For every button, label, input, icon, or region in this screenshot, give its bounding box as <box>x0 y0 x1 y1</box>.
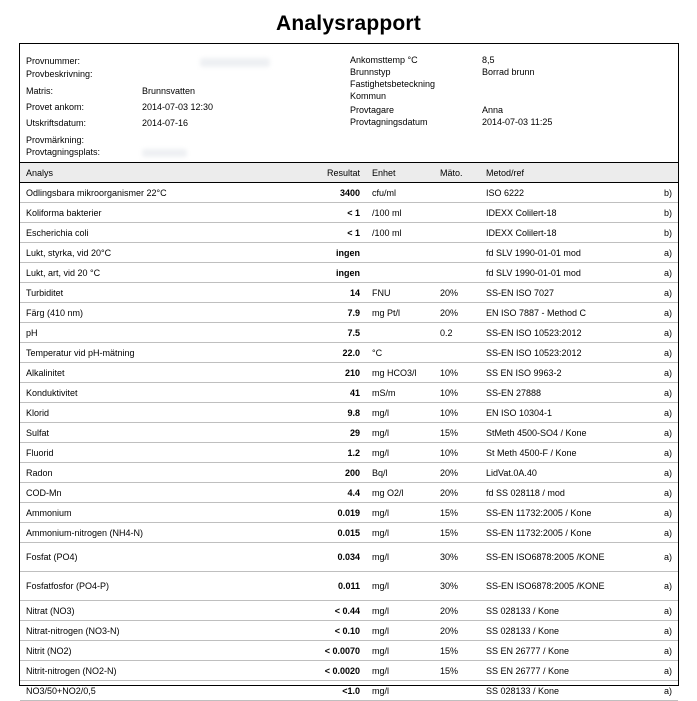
cell-metod: SS-EN 11732:2005 / Kone <box>486 507 592 518</box>
sample-header <box>20 44 678 162</box>
cell-mato <box>440 243 490 262</box>
cell-metod: SS EN ISO 9963-2 <box>486 367 562 378</box>
cell-mato: 15% <box>440 427 459 438</box>
table-row <box>20 483 678 503</box>
cell-metod: fd SLV 1990-01-01 mod <box>486 267 581 278</box>
cell-enhet <box>372 243 442 262</box>
cell-flag: a) <box>663 467 672 478</box>
cell-enhet: mg/l <box>372 645 390 656</box>
cell-flag: b) <box>663 207 672 218</box>
cell-enhet: mg/l <box>372 552 390 562</box>
label-ankomsttemp: Ankomsttemp °C <box>350 55 418 65</box>
table-row <box>20 641 678 661</box>
cell-metod: SS-EN ISO 10523:2012 <box>486 347 582 358</box>
table-body <box>20 183 678 701</box>
label-provnummer: Provnummer: <box>26 56 81 66</box>
cell-resultat: 29 <box>349 427 360 438</box>
cell-analys: Ammonium-nitrogen (NH4-N) <box>26 527 144 538</box>
cell-analys: Temperatur vid pH-mätning <box>26 347 135 358</box>
label-provtagningsplats: Provtagningsplats: <box>26 147 101 157</box>
cell-resultat: < 1 <box>347 207 360 218</box>
cell-enhet: mg O2/l <box>372 487 404 498</box>
cell-enhet: mg/l <box>372 427 390 438</box>
cell-metod: EN ISO 7887 - Method C <box>486 307 587 318</box>
cell-analys: Fluorid <box>26 447 54 458</box>
cell-analys: COD-Mn <box>26 487 62 498</box>
cell-flag: a) <box>663 645 672 656</box>
table-row <box>20 383 678 403</box>
cell-mato: 15% <box>440 507 459 518</box>
cell-metod: SS-EN 27888 <box>486 387 542 398</box>
cell-flag: a) <box>663 267 672 278</box>
cell-flag: a) <box>663 665 672 676</box>
cell-mato: 10% <box>440 447 459 458</box>
cell-flag: a) <box>663 552 672 562</box>
cell-mato: 0.2 <box>440 327 453 338</box>
analysis-table <box>20 162 678 701</box>
table-row <box>20 443 678 463</box>
cell-flag: a) <box>663 625 672 636</box>
cell-mato: 20% <box>440 625 459 636</box>
cell-mato: 10% <box>440 407 459 418</box>
cell-resultat: <1.0 <box>342 685 360 696</box>
table-row <box>20 601 678 621</box>
table-row <box>20 283 678 303</box>
cell-metod: SS-EN ISO6878:2005 /KONE <box>486 581 605 591</box>
cell-resultat: ingen <box>336 267 360 278</box>
cell-mato: 15% <box>440 645 459 656</box>
table-row <box>20 543 678 572</box>
cell-mato <box>440 203 490 222</box>
label-brunnstyp: Brunnstyp <box>350 67 391 77</box>
table-row <box>20 621 678 641</box>
cell-enhet: /100 ml <box>372 207 402 218</box>
cell-flag: a) <box>663 487 672 498</box>
table-row <box>20 303 678 323</box>
cell-resultat: 210 <box>344 367 360 378</box>
cell-resultat: < 0.44 <box>334 605 360 616</box>
cell-flag: b) <box>663 187 672 198</box>
cell-analys: NO3/50+NO2/0,5 <box>26 685 96 696</box>
cell-enhet <box>372 323 442 342</box>
cell-flag: a) <box>663 307 672 318</box>
cell-metod: IDEXX Colilert-18 <box>486 207 557 218</box>
cell-mato: 10% <box>440 367 459 378</box>
table-row <box>20 203 678 223</box>
cell-flag: a) <box>663 427 672 438</box>
cell-mato: 10% <box>440 387 459 398</box>
col-metod: Metod/ref <box>486 167 525 178</box>
cell-metod: LidVat.0A.40 <box>486 467 537 478</box>
cell-resultat: < 0.10 <box>334 625 360 636</box>
cell-mato: 15% <box>440 665 459 676</box>
cell-analys: Sulfat <box>26 427 50 438</box>
table-row <box>20 463 678 483</box>
value-brunnstyp: Borrad brunn <box>482 67 535 77</box>
cell-analys: Nitrit-nitrogen (NO2-N) <box>26 665 117 676</box>
cell-mato: 20% <box>440 467 459 478</box>
cell-resultat: 7.9 <box>347 307 360 318</box>
cell-analys: Fosfat (PO4) <box>26 552 78 562</box>
table-row <box>20 363 678 383</box>
cell-analys: Lukt, styrka, vid 20°C <box>26 247 112 258</box>
cell-flag: a) <box>663 605 672 616</box>
cell-analys: Koliforma bakterier <box>26 207 102 218</box>
cell-enhet: mg/l <box>372 605 390 616</box>
table-row <box>20 323 678 343</box>
label-provbeskrivning: Provbeskrivning: <box>26 69 93 79</box>
cell-mato: 15% <box>440 527 459 538</box>
value-provtagare: Anna <box>482 105 504 115</box>
label-fastighetsbeteckning: Fastighetsbeteckning <box>350 79 436 89</box>
table-row <box>20 523 678 543</box>
cell-enhet <box>372 263 442 282</box>
cell-enhet: °C <box>372 347 383 358</box>
cell-flag: a) <box>663 347 672 358</box>
cell-metod: SS 028133 / Kone <box>486 685 560 696</box>
cell-analys: Färg (410 nm) <box>26 307 84 318</box>
cell-resultat: 3400 <box>339 187 360 198</box>
col-enhet: Enhet <box>372 167 396 178</box>
cell-mato <box>440 681 490 700</box>
label-provtagningsdatum: Provtagningsdatum <box>350 117 428 127</box>
cell-resultat: 1.2 <box>347 447 360 458</box>
cell-enhet: mg/l <box>372 685 390 696</box>
value-ankomsttemp: 8,5 <box>482 55 495 65</box>
cell-mato <box>440 343 490 362</box>
cell-resultat: < 0.0020 <box>324 665 360 676</box>
table-row <box>20 263 678 283</box>
cell-metod: ISO 6222 <box>486 187 525 198</box>
cell-resultat: 0.019 <box>337 507 360 518</box>
cell-enhet: mg/l <box>372 665 390 676</box>
cell-analys: Radon <box>26 467 53 478</box>
table-row <box>20 223 678 243</box>
report-title: Analysrapport <box>276 12 421 35</box>
cell-enhet: FNU <box>372 287 391 298</box>
table-row <box>20 503 678 523</box>
cell-enhet: mg/l <box>372 507 390 518</box>
label-provet-ankom: Provet ankom: <box>26 102 85 112</box>
cell-analys: Nitrat (NO3) <box>26 605 75 616</box>
cell-metod: SS EN 26777 / Kone <box>486 665 570 676</box>
cell-resultat: 200 <box>344 467 360 478</box>
cell-enhet: Bq/l <box>372 467 388 478</box>
cell-resultat: 14 <box>349 287 360 298</box>
redacted-provnummer <box>200 58 270 67</box>
cell-analys: Fosfatfosfor (PO4-P) <box>26 581 110 591</box>
label-provtagare: Provtagare <box>350 105 395 115</box>
cell-metod: SS 028133 / Kone <box>486 605 560 616</box>
report-frame <box>19 43 679 696</box>
cell-flag: a) <box>663 447 672 458</box>
cell-analys: Escherichia coli <box>26 227 89 238</box>
col-resultat: Resultat <box>326 167 360 178</box>
cell-analys: Odlingsbara mikroorganismer 22°C <box>26 187 167 198</box>
label-utskriftsdatum: Utskriftsdatum: <box>26 118 87 128</box>
cell-analys: Lukt, art, vid 20 °C <box>26 267 101 278</box>
cell-resultat: < 1 <box>347 227 360 238</box>
value-provtagningsdatum: 2014-07-03 11:25 <box>482 117 553 127</box>
cell-resultat: 41 <box>349 387 360 398</box>
cell-analys: Konduktivitet <box>26 387 78 398</box>
cell-mato: 20% <box>440 307 459 318</box>
cell-flag: a) <box>663 367 672 378</box>
cell-metod: SS-EN ISO 10523:2012 <box>486 327 582 338</box>
cell-resultat: 9.8 <box>347 407 360 418</box>
cell-enhet: mg HCO3/l <box>372 367 417 378</box>
cell-resultat: 7.5 <box>347 327 360 338</box>
cell-flag: a) <box>663 527 672 538</box>
cell-metod: StMeth 4500-SO4 / Kone <box>486 427 587 438</box>
cell-mato <box>440 263 490 282</box>
cell-enhet: mS/m <box>372 387 396 398</box>
cell-metod: SS 028133 / Kone <box>486 625 560 636</box>
cell-flag: a) <box>663 581 672 591</box>
cell-flag: a) <box>663 407 672 418</box>
cell-enhet: mg/l <box>372 527 390 538</box>
cell-metod: SS-EN ISO6878:2005 /KONE <box>486 552 605 562</box>
cell-resultat: 0.015 <box>337 527 360 538</box>
cell-mato: 30% <box>440 552 459 562</box>
cell-analys: Nitrat-nitrogen (NO3-N) <box>26 625 120 636</box>
cell-metod: SS-EN ISO 7027 <box>486 287 555 298</box>
col-analys: Analys <box>26 167 54 178</box>
cell-enhet: mg/l <box>372 447 390 458</box>
table-row <box>20 243 678 263</box>
value-utskriftsdatum: 2014-07-16 <box>142 118 189 128</box>
cell-metod: EN ISO 10304-1 <box>486 407 553 418</box>
cell-flag: a) <box>663 685 672 696</box>
cell-resultat: 0.011 <box>337 581 360 591</box>
redacted-provtagningsplats <box>142 149 187 157</box>
table-row <box>20 343 678 363</box>
cell-metod: St Meth 4500-F / Kone <box>486 447 577 458</box>
table-row <box>20 681 678 701</box>
table-row <box>20 423 678 443</box>
table-row <box>20 183 678 203</box>
cell-analys: Nitrit (NO2) <box>26 645 72 656</box>
cell-metod: SS-EN 11732:2005 / Kone <box>486 527 592 538</box>
cell-resultat: 4.4 <box>347 487 360 498</box>
table-row <box>20 403 678 423</box>
cell-enhet: mg/l <box>372 625 390 636</box>
cell-resultat: 0.034 <box>337 552 360 562</box>
label-matris: Matris: <box>26 86 53 96</box>
cell-resultat: 22.0 <box>342 347 360 358</box>
table-row <box>20 572 678 601</box>
table-row <box>20 661 678 681</box>
cell-metod: fd SLV 1990-01-01 mod <box>486 247 581 258</box>
cell-mato: 30% <box>440 581 459 591</box>
cell-enhet: mg Pt/l <box>372 307 401 318</box>
value-provet-ankom: 2014-07-03 12:30 <box>142 102 214 112</box>
cell-flag: a) <box>663 327 672 338</box>
label-provmarkning: Provmärkning: <box>26 135 85 145</box>
cell-flag: a) <box>663 387 672 398</box>
label-kommun: Kommun <box>350 91 387 101</box>
cell-mato: 20% <box>440 605 459 616</box>
cell-analys: Ammonium <box>26 507 72 518</box>
cell-enhet: mg/l <box>372 581 390 591</box>
cell-resultat: ingen <box>336 247 360 258</box>
col-mato: Mäto. <box>440 167 463 178</box>
value-matris: Brunnsvatten <box>142 86 196 96</box>
cell-analys: pH <box>26 327 38 338</box>
cell-flag: a) <box>663 247 672 258</box>
cell-metod: SS EN 26777 / Kone <box>486 645 570 656</box>
cell-resultat: < 0.0070 <box>324 645 360 656</box>
cell-metod: IDEXX Colilert-18 <box>486 227 557 238</box>
cell-mato: 20% <box>440 287 459 298</box>
cell-metod: fd SS 028118 / mod <box>486 487 565 498</box>
cell-mato <box>440 223 490 242</box>
cell-enhet: mg/l <box>372 407 390 418</box>
cell-flag: b) <box>663 227 672 238</box>
cell-mato: 20% <box>440 487 459 498</box>
cell-mato <box>440 183 490 202</box>
cell-analys: Klorid <box>26 407 50 418</box>
cell-flag: a) <box>663 507 672 518</box>
cell-enhet: /100 ml <box>372 227 402 238</box>
cell-flag: a) <box>663 287 672 298</box>
cell-enhet: cfu/ml <box>372 187 397 198</box>
cell-analys: Alkalinitet <box>26 367 65 378</box>
table-header <box>20 162 678 183</box>
cell-analys: Turbiditet <box>26 287 64 298</box>
